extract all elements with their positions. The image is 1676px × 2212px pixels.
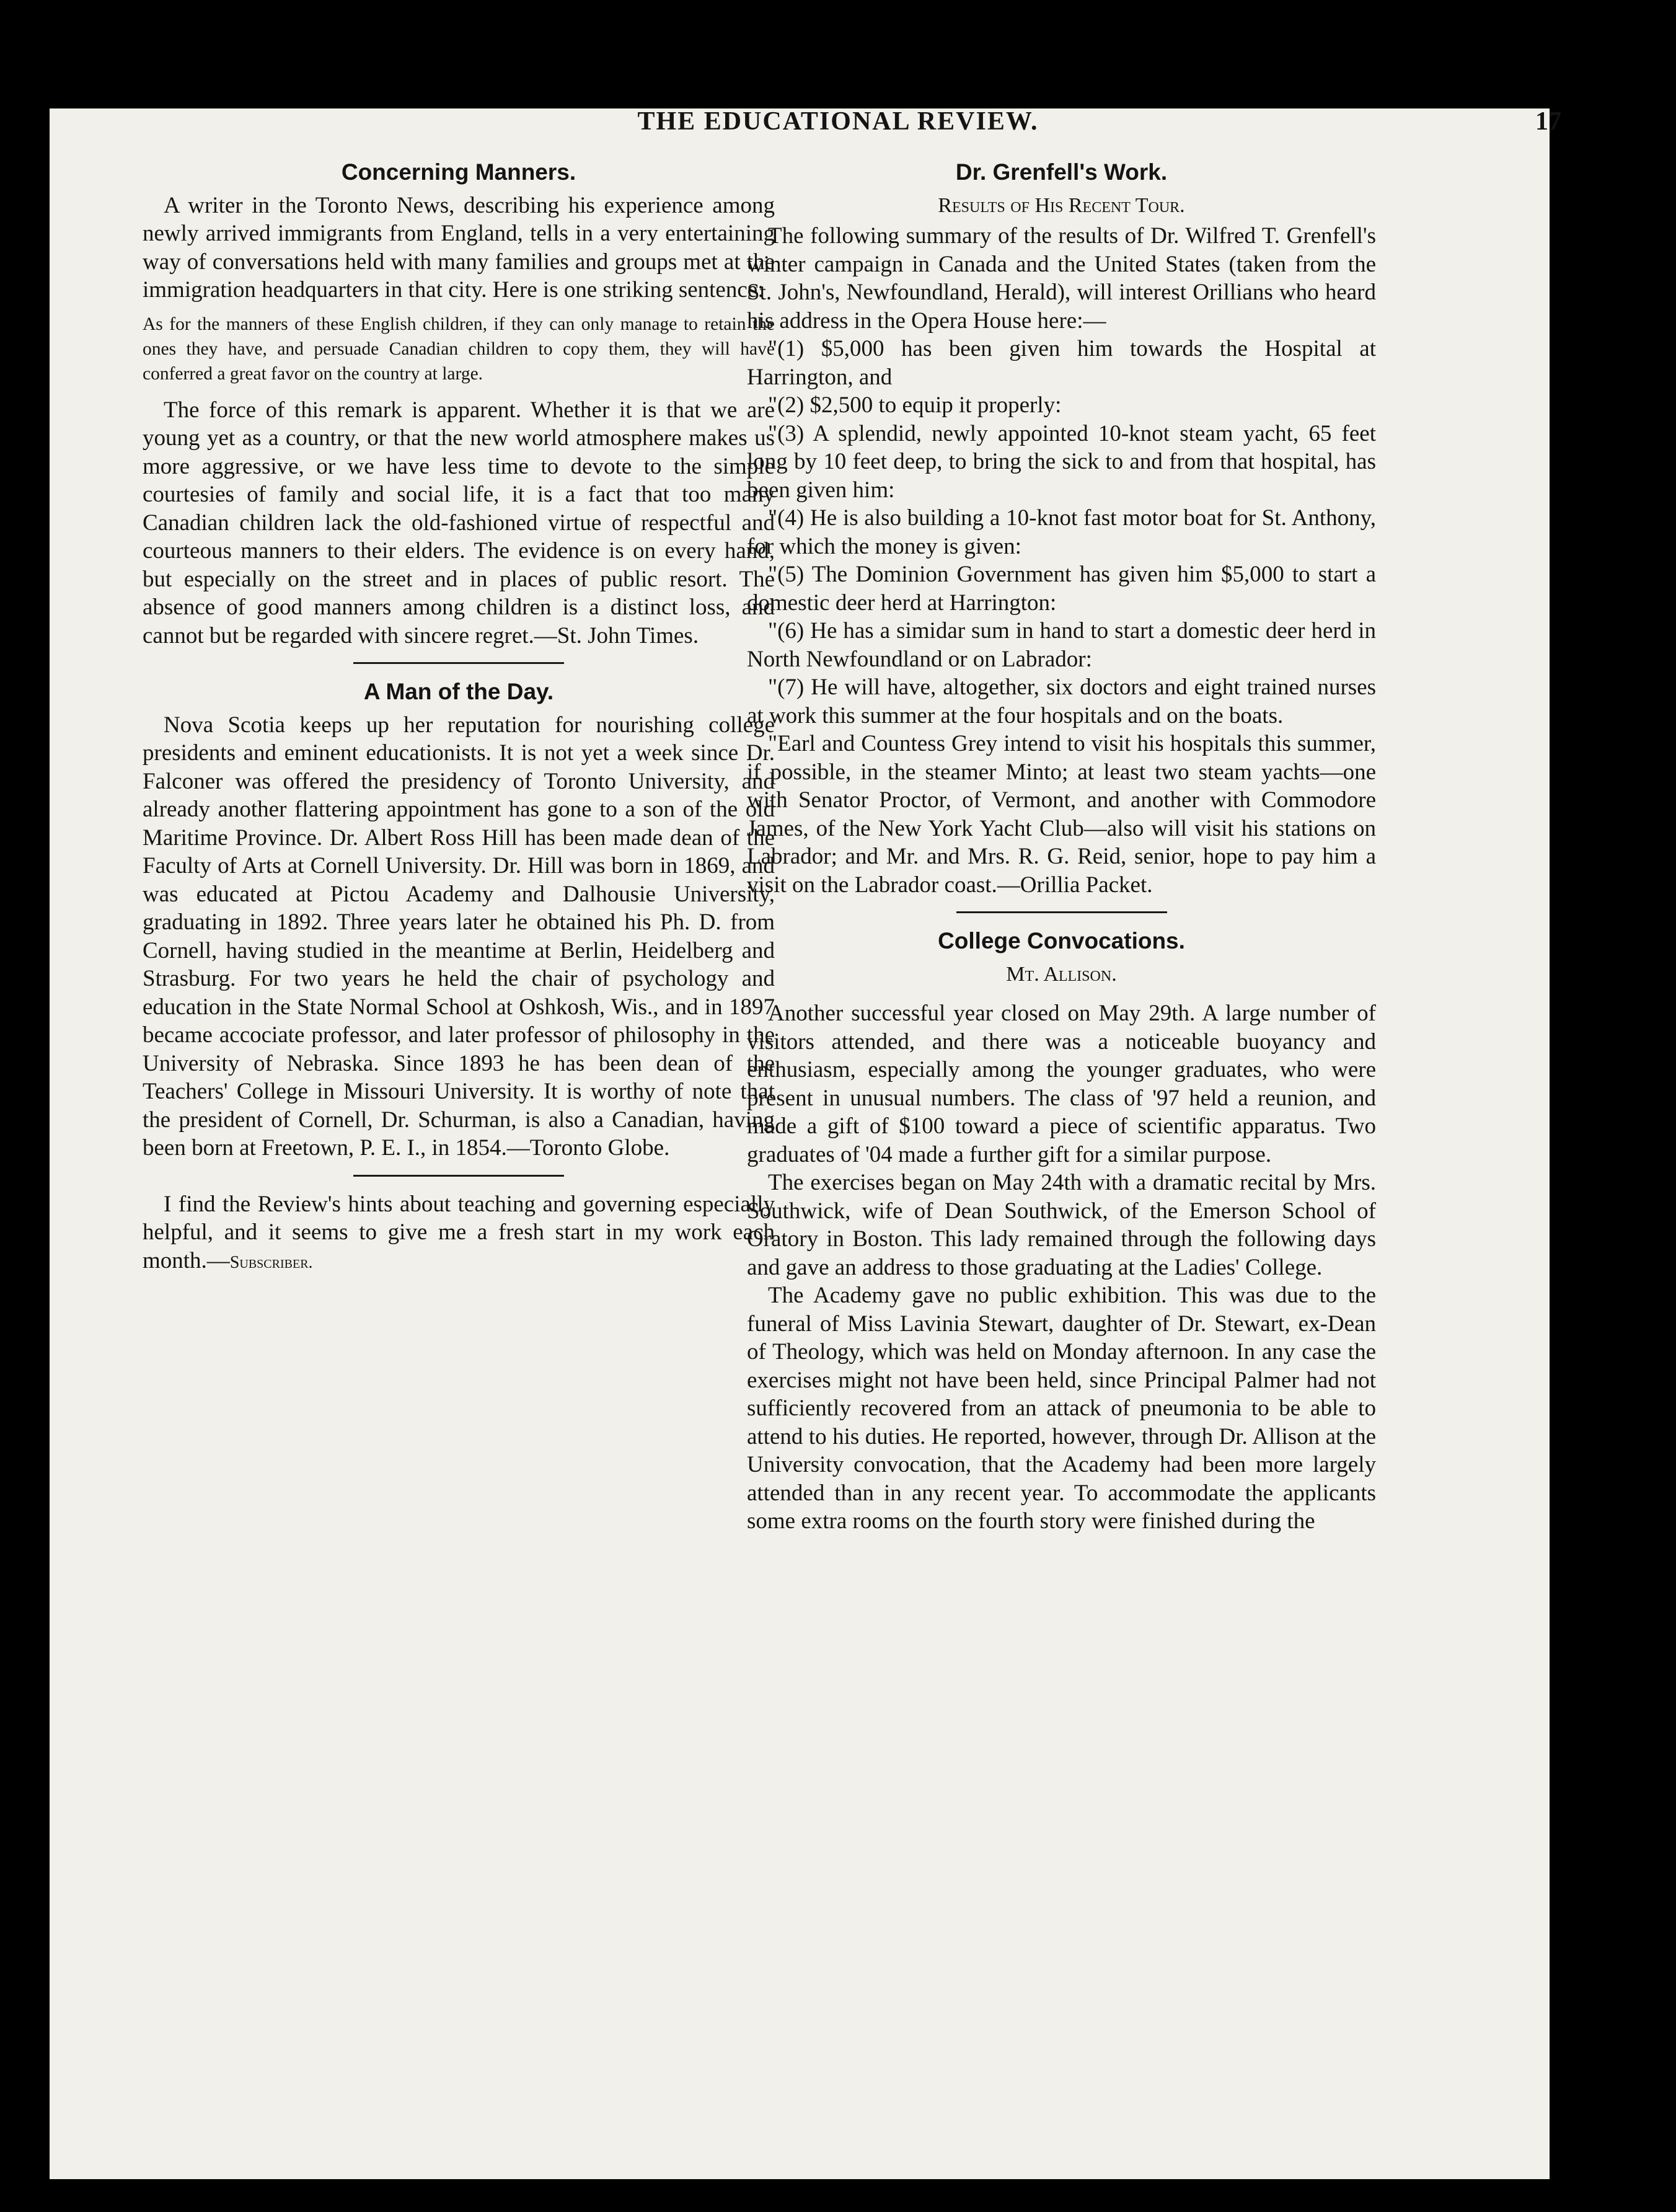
left-column xyxy=(143,158,775,1276)
grenfell-item: "(1) $5,000 has been given him towards the Hospital at Harrington, and xyxy=(747,336,1376,390)
grenfell-item: "(7) He will have, altogether, six doctors and eight trained nurses at work this summer at the four hospitals and on the boats. xyxy=(747,675,1376,728)
convocations-paragraph-2: The exercises began on May 24th with a dramatic recital by Mrs. Southwick, wife of Dean Southwick, of the Emerson School of Oratory in Boston. This lady remained through the following days and gave an address to those graduating at the Ladies' College. xyxy=(747,1170,1376,1280)
page-number: 17 xyxy=(1535,107,1561,136)
grenfell-closing: "Earl and Countess Grey intend to visit his hospitals this summer, if possible, in the steamer Minto; at least two steam yachts—one with Senator Proctor, of Vermont, and another with Commodore James, of the New York Yacht Club—also will visit his stations on Labrador; and Mr. and Mrs. R. G. Reid, senior, hope to pay him a visit on the Labrador coast.—Orillia Packet. xyxy=(747,731,1376,898)
manners-paragraph-1: A writer in the Toronto News, describing his experience among newly arrived immigrants from England, tells in a very entertaining way of conversations held with many families and groups met at the immigration headquarters in that city. Here is one striking sentence: xyxy=(143,192,775,303)
grenfell-item: "(5) The Dominion Government has given him $5,000 to start a domestic deer herd at Harrington: xyxy=(747,562,1376,616)
grenfell-item: "(2) $2,500 to equip it properly: xyxy=(768,392,1062,418)
grenfell-item: "(4) He is also building a 10-knot fast motor boat for St. Anthony, for which the money is given: xyxy=(747,505,1376,559)
manners-paragraph-2: The force of this remark is apparent. Whether it is that we are young yet as a country, or that the new world atmosphere makes us more aggressive, or we have less time to devote to the simple courtesies of family and social life, it is a fact that too many Canadian children lack the old-fashioned virtue of respectful and courteous manners to their elders. The evidence is on every hand, but especially on the street and in places of public resort. The absence of good manners among children is a distinct loss, and cannot but be regarded with sincere regret.—St. John Times. xyxy=(143,397,775,648)
section-divider xyxy=(353,662,564,664)
subscriber-signature: Subscriber. xyxy=(229,1252,313,1272)
man-of-day-title: A Man of the Day. xyxy=(363,679,554,704)
convocations-paragraph-1: Another successful year closed on May 29th. A large number of visitors attended, and there was a noticeable buoyancy and enthusiasm, especially among the younger graduates, who were present in unusual numbers. The class of '97 held a reunion, and made a gift of $100 toward a piece of scientific apparatus. Two graduates of '04 made a further gift for a similar purpose. xyxy=(747,1001,1376,1167)
running-head: THE EDUCATIONAL REVIEW. xyxy=(637,107,1039,136)
convocations-paragraph-3: The Academy gave no public exhibition. This was due to the funeral of Miss Lavinia Stewart, daughter of Dr. Stewart, ex-Dean of Theology, which was held on Monday afternoon. In any case the exercises might not have been held, since Principal Palmer had not sufficiently recovered from an attack of pneumonia to be able to attend to his duties. He reported, however, through Dr. Allison at the University convocation, that the Academy had been more largely attended than in any recent year. To accommodate the applicants some extra rooms on the fourth story were finished during the xyxy=(747,1283,1376,1534)
grenfell-intro: The following summary of the results of Dr. Wilfred T. Grenfell's winter campaign in Canada and the United States (taken from the St. John's, Newfoundland, Herald), will interest Orillians who heard his address in the Opera House here:— xyxy=(747,223,1376,334)
grenfell-item: "(6) He has a simidar sum in hand to start a domestic deer herd in North Newfoundland or on Labrador: xyxy=(747,618,1376,672)
convocations-title: College Convocations. xyxy=(938,928,1185,953)
manners-title: Concerning Manners. xyxy=(341,159,576,185)
right-column xyxy=(747,158,1376,1536)
section-divider xyxy=(956,911,1167,913)
grenfell-subtitle: Results of His Recent Tour. xyxy=(938,193,1185,217)
man-of-day-paragraph: Nova Scotia keeps up her reputation for nourishing college presidents and eminent educationists. It is not yet a week since Dr. Falconer was offered the presidency of Toronto University, and already another flattering appointment has gone to a son of the old Maritime Province. Dr. Albert Ross Hill has been made dean of the Faculty of Arts at Cornell University. Dr. Hill was born in 1869, and was educated at Pictou Academy and Dalhousie University, graduating in 1892. Three years later he obtained his Ph. D. from Cornell, having studied in the meantime at Berlin, Heidelberg and Strasburg. For two years he held the chair of psychology and education in the State Normal School at Oshkosh, Wis., and in 1897 became accociate professor, and later professor of philosophy in the University of Nebraska. Since 1893 he has been dean of the Teachers' College in Missouri University. It is worthy of note that the president of Cornell, Dr. Schurman, is also a Canadian, having been born at Freetown, P. E. I., in 1854.—Toronto Globe. xyxy=(143,712,775,1161)
subscriber-text: I find the Review's hints about teaching and governing especially helpful, and it seems to give me a fresh start in my work each month.— xyxy=(143,1191,775,1273)
subscriber-note xyxy=(143,1190,775,1277)
grenfell-title: Dr. Grenfell's Work. xyxy=(955,159,1168,185)
manners-quote: As for the manners of these English children, if they can only manage to retain the ones they have, and persuade Canadian children to copy them, they will have conferred a great favor on the country at large. xyxy=(143,314,775,384)
section-divider xyxy=(353,1175,564,1177)
grenfell-item: "(3) A splendid, newly appointed 10-knot steam yacht, 65 feet long by 10 feet deep, to bring the sick to and from that hospital, has been given him: xyxy=(747,420,1376,503)
convocations-subtitle: Mt. Allison. xyxy=(1006,962,1117,986)
